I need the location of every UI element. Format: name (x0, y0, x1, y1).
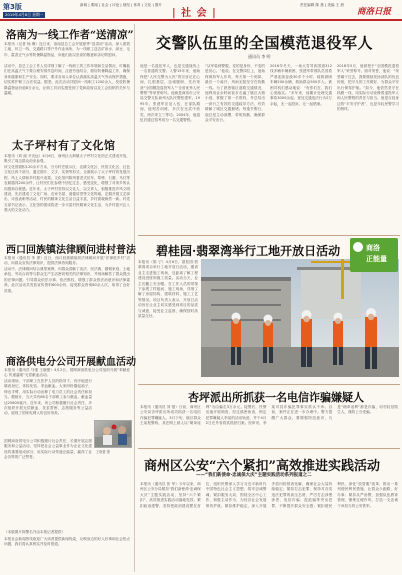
feature-headline: 交警队伍里的全国模范退役军人 (156, 34, 374, 52)
feature-col-4: 2018年5月，他被授予“全国模范退役军人”荣誉称号。面对荣誉，他说：“荣誉属于过去，我要继续发扬部队的优良传统，把平凡的工作做好，为群众平安出行保驾护航。”如今，他依然坚守在执勤一线，用实际行动诠释着退役军人和人民警察的责任与担当。他是百姓身边的“平安守护者”，也是年轻民警学习的榜样。 (337, 64, 399, 112)
lead-wenhuaguan: 本报讯（刘 丽 尹光远）4月6日，商州区大荆镇太子坪村文化馆正式建成开放，吸引了周边群众前来参观。 (4, 154, 130, 164)
date-line: 2019年4月8日 星期一 (5, 12, 44, 17)
footer-text: 本报社会新闻热线欢迎广大读者提供新闻线索，反映身边的好人好事和社会热点问题，我们将认真核实并及时报道。 (4, 537, 130, 547)
nav-link[interactable]: 文化 (144, 3, 152, 7)
nav-link[interactable]: 新闻 (80, 3, 88, 7)
footer-note: （本版图片除署名外由本报记者提供） (4, 530, 66, 534)
newspaper-logo: 商洛日报 (357, 7, 392, 17)
badge-label: 商洛 正能量 (366, 243, 387, 263)
photo-story-text: 本报讯（陈 宁）4月6日，碧桂园·翡翠湾项目举行工地开放日活动，邀请业主走进施工现场，近距离了解工程建设进度和施工质量。活动当天，业主们戴上安全帽，在工作人员的带领下参观了样板间、施工现场，详细了解了房屋结构、建筑材料、施工工艺等情况。项目负责人表示，开放日活动旨在让业主切实感受到项目的品质与诚意，接受业主监督，确保按时高质量交付。 (138, 260, 198, 319)
body-wenhuaguan: 该文化馆面积120余平方米，分为村史展示区、农耕文化区、民俗文化区、红色文化区四个部分，通过图片、文字、实物等形式，全面展示了太子坪村的发展历程、风土人情和乡村振兴成果。文化馆内陈列着老式纺车、犁铧、石磨、马灯等农耕器具200余件，让村民们在参观中回忆过去、感受变化，增强了对家乡的认同感和自豪感。近年来，太子坪村坚持以文化人、以文育人，积极推进乡风文明建设，先后建成了文化广场、农家书屋、道德讲堂等文化阵地，定期开展文艺演出、评选表彰等活动，村民的精神文化生活日益丰富，乡村面貌焕然一新。村党支部书记表示，文化馆的建成将进一步丰富村民精神文化生活，为乡村振兴注入强大的文化动力。 (4, 165, 130, 213)
section-rule (138, 235, 400, 236)
feature-col-2: “从军装到警服，变的是身份，不变的是初心。”他说。在交警岗位上，他始终保持军人作风，每天第一个到岗，最后一个离开，风雨无阻坚守在执勤一线。为了熟悉辖区道路交通情况，他利用业余时间徒步走遍了辖区大街小巷，掌握了第一手资料，并总结出一套行之有效的交通疏导方法，有效缓解了城区交通拥堵。每逢节假日，他总是主动请缨，带班执勤，确保群众平安出行。 (205, 64, 265, 123)
headline-songqingliang: 洛南为一线工作者“送清凉” (6, 29, 134, 41)
blood-donation-photo (94, 420, 132, 448)
section-label: | 社 会 | (172, 8, 217, 19)
feature-col-1: 他是一名退伍军人，也是交通战线上一名普通的交警。入警15年来，他始终把“人民交警为人民”的宗旨记在心间，扎根基层，忠诚履职，先后荣获“全国模范退役军人”“全省优秀人民警察”等荣誉称号。他就是商洛市公安局交警支队商州大队民警张建军。1995年，张建军应征入伍，在部队期间，他刻苦训练，多次在比武中获奖，两次荣立三等功。2004年，他退伍后通过招考成为一名交通警察。 (140, 64, 200, 123)
body-pufa: 活动中，法律顾问结合典型案例，向群众讲解了宪法、民法典、婚姻家庭、土地承包、劳动合同等与群众生产生活密切相关的法律知识，并现场解答了群众提出的法律问题，引导群众依法办事、依法维权，增强了群众的法治意识和法律素养。此次活动共发放宣传资料600余份，接受群众咨询80余人次，取得了良好效果。 (4, 267, 130, 293)
nav-links: 新闻 | 要闻 | 社会 | 评论 | 财经 | 体育 | 文化 | 图片 (80, 3, 162, 7)
headline-wenhuaguan: 太子坪村有了文化馆 (12, 139, 116, 152)
page-number: 第3版 (3, 3, 22, 11)
lead-pufa: 本报讯（通讯员 李 勇）近日，西口回族镇组织法律顾问开展“法律进乡村”活动，向群众宣传法律知识，提供法律咨询服务。 (4, 256, 130, 266)
section-rule (138, 384, 400, 385)
masthead (0, 0, 402, 22)
nav-link[interactable]: 图片 (154, 3, 162, 7)
feature-col-3: 2016年冬天，一场大雪导致国道312线多辆车辆被困，张建军带领队员冒着严寒连续奋战30多个小时，疏散被困车辆200余辆，救助群众500多人。被困司机们感动地说：“有你们在，我们心里踏实。”多年来，他累计处理交通事故3000余起，查处交通违法行为2万余起，无一起投诉，无一起错案。 (270, 64, 332, 106)
headline-shijianhuodong: 商州区公安“六个紧扣”高效推进实践活动 (144, 459, 380, 474)
headline-zhapian: 杏坪派出所抓获一名电信诈骗嫌疑人 (188, 391, 364, 404)
body-shijianhuodong: 本报讯（通讯员 张 华）今年以来，商州区公安分局紧扣“我们新使命·忠诚保大庆”主题实践活动，坚持“六个紧扣”，高效推进实践活动落地见效。紧扣政治建警，坚持把政治建设摆在首位，组织民警深入学习习近平新时代中国特色社会主义思想，筑牢忠诚警魂；紧扣服务大局，围绕全区中心工作，积极主动作为，为经济社会发展保驾护航；紧扣维护稳定，深入开展矛盾纠纷排查化解，确保社会大局持续稳定；紧扣打击犯罪，保持对各类违法犯罪的高压态势，严厉打击涉黑涉恶、电信诈骗、盗抢骗等突出犯罪，不断提升群众安全感；紧扣便民利民，深化“放管服”改革，推出一系列便民利民措施，让群众少跑路、好办事；紧扣从严治警，加强队伍教育管理，锤炼过硬作风，打造一支忠诚干净担当的公安铁军。 (140, 482, 398, 508)
body-songqingliang: 活动中，县总工会工作人员详细了解了一线职工的工作环境和生活情况，叮嘱他们在高温天气下要合理安排作息时间，注意劳逸结合，做好防暑降温工作，确保身体健康和生产安全。同时，要求各用人单位认真落实高温天气劳动保护措施，切实维护职工合法权益。据悉，此次活动共慰问一线职工1200余人，发放防暑降温物品价值8万余元，让职工们切实感受到了党和政府以及工会组织的关怀与温暖。 (4, 64, 130, 96)
photo-story-headline: 碧桂园·翡翠湾举行工地开放日活动 (156, 244, 341, 258)
edition-line: 责任编辑 陈 燕 | 美编 王 晨 (300, 3, 345, 7)
column-divider (134, 24, 135, 572)
body-zhapian: 本报讯（通讯员 刘 强）日前，商州区公安局杏坪派出所成功抓获一名电信诈骗犯罪嫌疑人。3月下旬，辖区群众王某报警称，其在网上被人以“刷单返利”为由骗走3万余元。接警后，民警迅速开展调查，经过缜密侦查，锁定犯罪嫌疑人李某的活动轨迹，并于4月2日在外省将其抓获归案。经审讯，李某对其诈骗犯罪事实供认不讳。目前，案件正在进一步办理中。警方提醒广大群众，要增强防范意识，凡是“刷单返利”都是诈骗，切勿轻信陌生人，谨防上当受骗。 (140, 405, 398, 426)
nav-link[interactable]: 体育 (133, 3, 141, 7)
nav-link[interactable]: 社会 (101, 3, 109, 7)
section-rule (138, 448, 400, 449)
nav-link[interactable]: 要闻 (90, 3, 98, 7)
headline-pufa: 西口回族镇法律顾问进村普法 (6, 245, 136, 256)
body-xianxue: 活动现场，干部职工在医护人员的指导下，有序地进行填表登记、体检化验、采血献血。大家纷纷撸起袖子，伸出手臂，用实际行动诠释了电力员工的社会责任和担当。据统计，当天共有86名干部职工参与献血，献血量达25800毫升。近年来，该公司积极履行社会责任，多次组织开展无偿献血、扶贫帮困、志愿服务等公益活动，展现了国家电网人的良好形象。 (4, 379, 92, 416)
photo-credit: 王晓蕾 摄 (96, 450, 110, 454)
nav-link[interactable]: 财经 (122, 3, 130, 7)
lead-songqingliang: 本报讯（记者 杨 琳）连日来，洛南县总工会开展夏季“送清凉”活动，深入建筑工地、环卫一线、交通路口等户外作业场所，为一线职工送去矿泉水、绿豆、毛巾、藿香正气水等防暑降温物品，向他们致以崇高的敬意和亲切的慰问。 (4, 42, 130, 57)
positive-energy-badge (350, 238, 398, 272)
construction-site-photo (201, 259, 399, 377)
subtitle-shijianhuodong: ——“我们新使命·忠诚保大庆”主题实践活动系列报道之二 (196, 473, 312, 478)
feature-byline: 通讯员 李 明 (248, 54, 271, 59)
nav-link[interactable]: 评论 (112, 3, 120, 7)
body-xianxue-cont: 国网商洛供电分公司积极履行社会责任，长期开展志愿服务和公益活动，坚持把社会公益事业作为企业文化建设的重要组成部分，用实际行动传递正能量，赢得了社会各界的广泛赞誉。 (4, 439, 92, 460)
badge-icon (353, 242, 363, 252)
masthead-divider (0, 19, 402, 21)
lead-xianxue: 本报讯（通讯员 马强 王晓蕾）4月2日，国网商洛供电分公司组织开展“奉献爱心 传递温暖”无偿献血活动。 (4, 368, 130, 378)
headline-xianxue: 商洛供电分公司开展献血活动 (6, 357, 136, 368)
